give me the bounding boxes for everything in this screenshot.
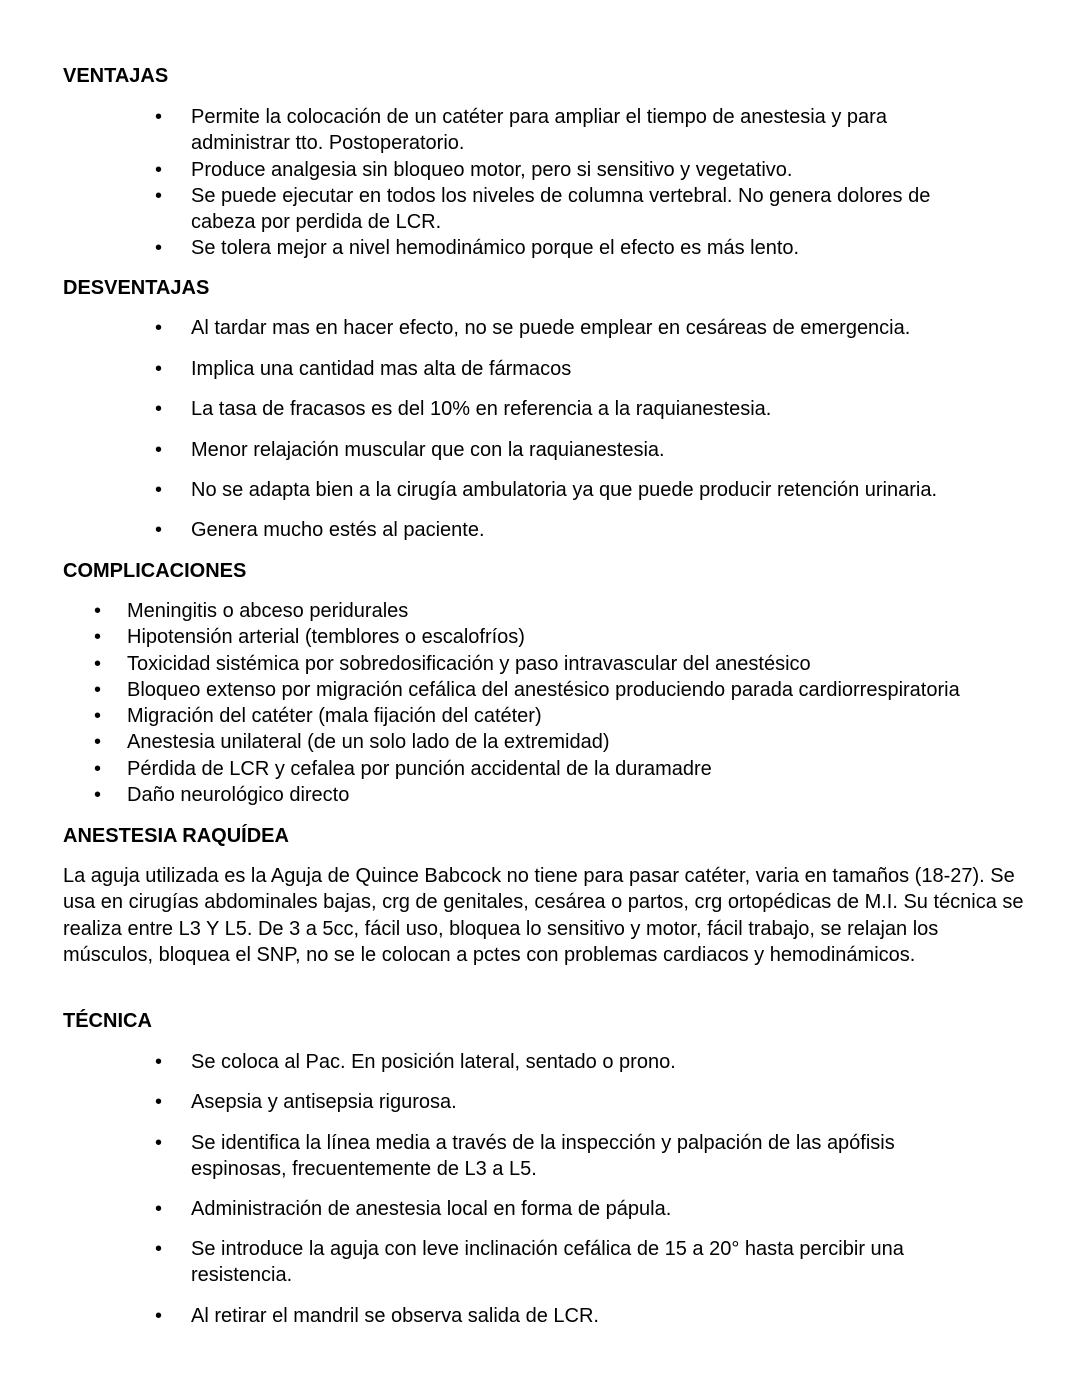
list-item: • Al retirar el mandril se observa salida de LCR. xyxy=(155,1305,599,1327)
list-item: • Meningitis o abceso peridurales xyxy=(94,600,409,622)
heading-tecnica: TÉCNICA xyxy=(63,1010,152,1032)
bullet-icon: • xyxy=(94,758,102,780)
list-item: • Permite la colocación de un catéter para ampliar el tiempo de anestesia y para administrar tto. Postoperatorio. xyxy=(155,106,887,154)
list-item: • Produce analgesia sin bloqueo motor, pero si sensitivo y vegetativo. xyxy=(155,159,793,181)
list-item: • Migración del catéter (mala fijación del catéter) xyxy=(94,705,542,727)
list-item: • Daño neurológico directo xyxy=(94,784,350,806)
list-item: • Implica una cantidad mas alta de fármacos xyxy=(155,358,572,380)
bullet-icon: • xyxy=(155,479,163,501)
list-item: • Genera mucho estés al paciente. xyxy=(155,519,485,541)
bullet-icon: • xyxy=(94,626,102,648)
bullet-icon: • xyxy=(155,237,163,259)
heading-anestesia-raquidea: ANESTESIA RAQUÍDEA xyxy=(63,825,289,847)
list-item: • Se tolera mejor a nivel hemodinámico porque el efecto es más lento. xyxy=(155,237,800,259)
bullet-icon: • xyxy=(155,317,163,339)
bullet-icon: • xyxy=(155,1198,163,1220)
bullet-icon: • xyxy=(155,519,163,541)
bullet-icon: • xyxy=(155,1238,163,1260)
list-item: • Hipotensión arterial (temblores o escalofríos) xyxy=(94,626,525,648)
list-item: • Se introduce la aguja con leve inclinación cefálica de 15 a 20° hasta percibir una resistencia. xyxy=(155,1238,904,1286)
bullet-icon: • xyxy=(155,1132,163,1154)
bullet-icon: • xyxy=(94,705,102,727)
heading-desventajas: DESVENTAJAS xyxy=(63,277,210,299)
bullet-icon: • xyxy=(155,106,163,128)
list-item: • Se coloca al Pac. En posición lateral, sentado o prono. xyxy=(155,1051,676,1073)
bullet-icon: • xyxy=(155,439,163,461)
bullet-icon: • xyxy=(155,1305,163,1327)
bullet-icon: • xyxy=(155,398,163,420)
bullet-icon: • xyxy=(94,784,102,806)
bullet-icon: • xyxy=(94,731,102,753)
list-item: • Menor relajación muscular que con la raquianestesia. xyxy=(155,439,665,461)
paragraph-raquidea: La aguja utilizada es la Aguja de Quince Babcock no tiene para pasar catéter, varia en tamaños (18-27). Se usa en cirugías abdominales bajas, crg de genitales, cesárea o partos, crg ortopédicas de M.I. Su técnica se realiza entre L3 Y L5. De 3 a 5cc, fácil uso, bloquea lo sensitivo y motor, fácil trabajo, se relajan los músculos, bloquea el SNP, no se le colocan a pctes con problemas cardiacos y hemodinámicos. xyxy=(63,865,1024,966)
list-item: • Toxicidad sistémica por sobredosificación y paso intravascular del anestésico xyxy=(94,653,811,675)
bullet-icon: • xyxy=(155,159,163,181)
bullet-icon: • xyxy=(155,358,163,380)
list-item: • Bloqueo extenso por migración cefálica del anestésico produciendo parada cardiorrespiratoria xyxy=(94,679,960,701)
bullet-icon: • xyxy=(155,185,163,207)
bullet-icon: • xyxy=(94,600,102,622)
heading-complicaciones: COMPLICACIONES xyxy=(63,560,247,582)
list-item: • Anestesia unilateral (de un solo lado de la extremidad) xyxy=(94,731,610,753)
heading-ventajas: VENTAJAS xyxy=(63,65,169,87)
bullet-icon: • xyxy=(94,653,102,675)
bullet-icon: • xyxy=(155,1091,163,1113)
bullet-icon: • xyxy=(94,679,102,701)
list-item: • Asepsia y antisepsia rigurosa. xyxy=(155,1091,457,1113)
list-item: • La tasa de fracasos es del 10% en referencia a la raquianestesia. xyxy=(155,398,772,420)
list-item: • No se adapta bien a la cirugía ambulatoria ya que puede producir retención urinaria. xyxy=(155,479,938,501)
bullet-icon: • xyxy=(155,1051,163,1073)
list-item: • Se puede ejecutar en todos los niveles de columna vertebral. No genera dolores de cabeza por perdida de LCR. xyxy=(155,185,931,233)
list-item: • Se identifica la línea media a través de la inspección y palpación de las apófisis espinosas, frecuentemente de L3 a L5. xyxy=(155,1132,895,1180)
list-item: • Administración de anestesia local en forma de pápula. xyxy=(155,1198,672,1220)
list-item: • Al tardar mas en hacer efecto, no se puede emplear en cesáreas de emergencia. xyxy=(155,317,911,339)
list-item: • Pérdida de LCR y cefalea por punción accidental de la duramadre xyxy=(94,758,712,780)
